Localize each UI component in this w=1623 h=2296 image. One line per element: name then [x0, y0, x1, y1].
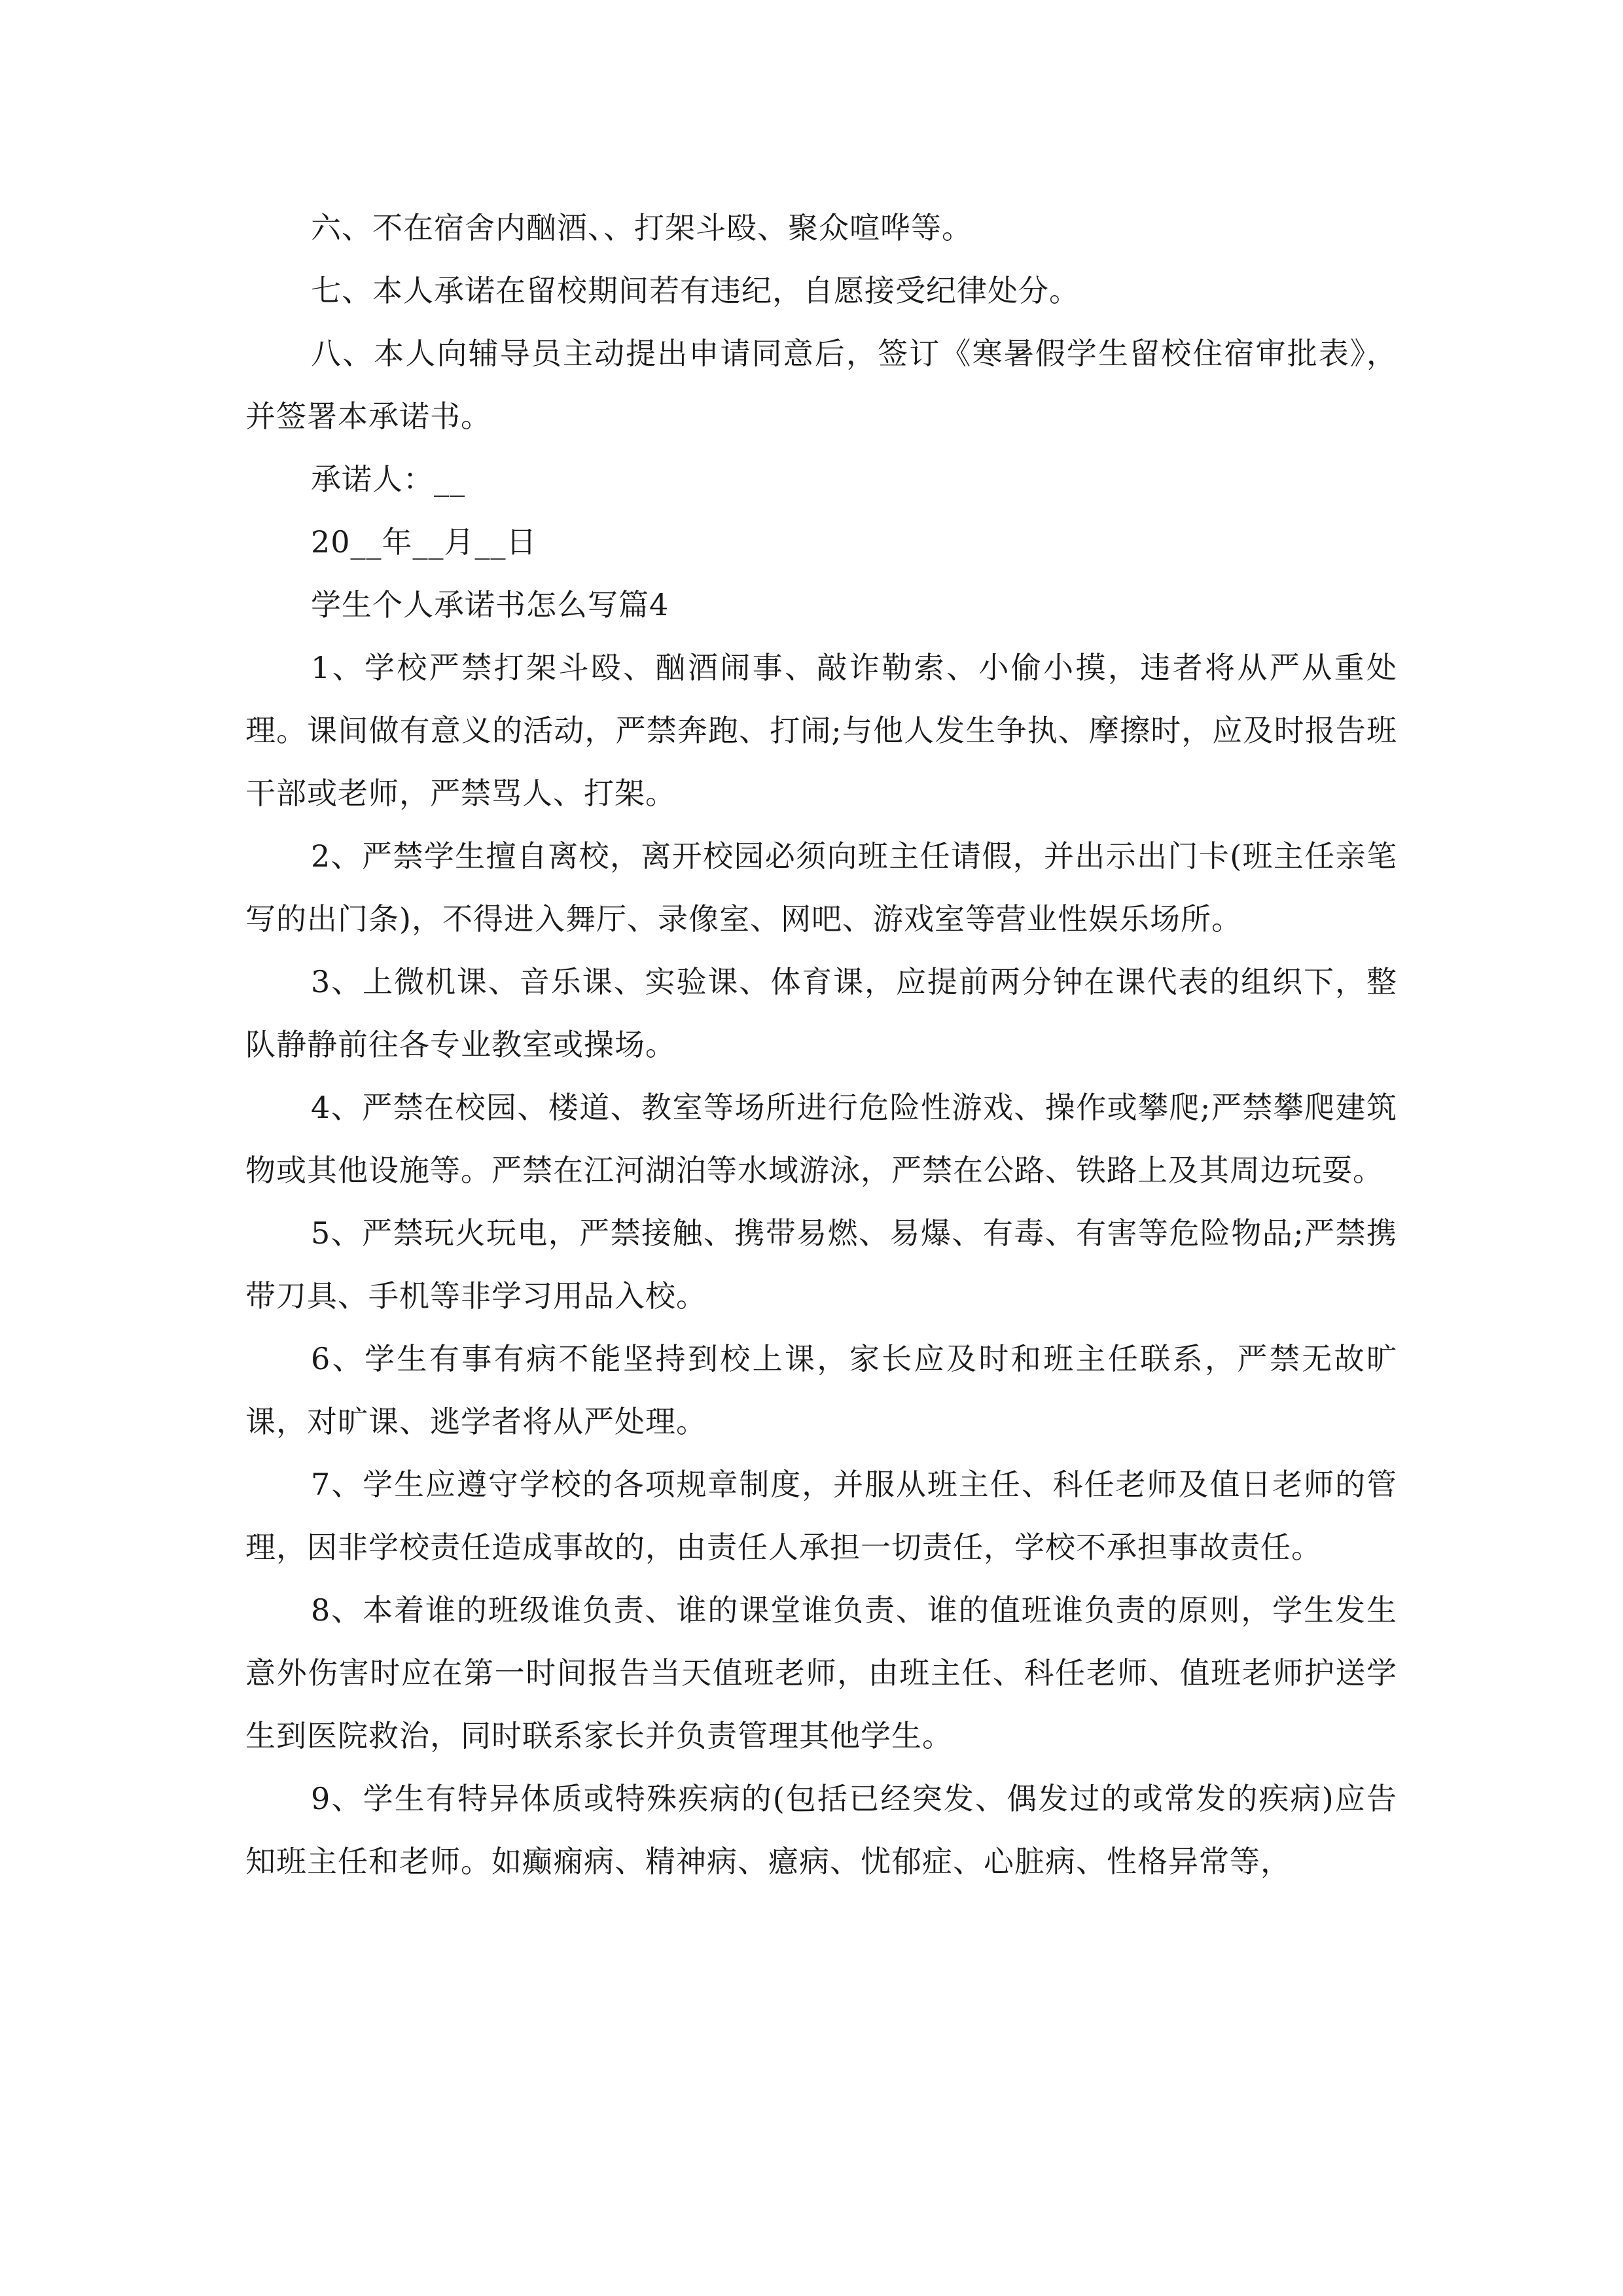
paragraph-item-6: 6、学生有事有病不能坚持到校上课，家长应及时和班主任联系，严禁无故旷课，对旷课、逃学者将从严处理。	[245, 1341, 1397, 1439]
paragraph-item-2: 2、严禁学生擅自离校，离开校园必须向班主任请假，并出示出门卡(班主任亲笔写的出门条)，不得进入舞厅、录像室、网吧、游戏室等营业性娱乐场所。	[245, 838, 1397, 937]
date-line: 20__年__月__日	[311, 524, 537, 560]
paragraph-item-7: 7、学生应遵守学校的各项规章制度，并服从班主任、科任老师及值日老师的管理，因非学校责任造成事故的，由责任人承担一切责任，学校不承担事故责任。	[245, 1467, 1397, 1565]
paragraph-rule-7: 七、本人承诺在留校期间若有违纪，自愿接受纪律处分。	[311, 273, 1080, 308]
section-heading: 学生个人承诺书怎么写篇4	[311, 587, 669, 622]
paragraph-item-8: 8、本着谁的班级谁负责、谁的课堂谁负责、谁的值班谁负责的原则，学生发生意外伤害时应在第一时间报告当天值班老师，由班主任、科任老师、值班老师护送学生到医院救治，同时联系家长并负责管理其他学生。	[245, 1592, 1397, 1753]
paragraph-rule-8: 八、本人向辅导员主动提出申请同意后，签订《寒暑假学生留校住宿审批表》，并签署本承诺书。	[245, 336, 1397, 434]
signatory-line: 承诺人：__	[311, 461, 465, 497]
paragraph-item-1: 1、学校严禁打架斗殴、酗酒闹事、敲诈勒索、小偷小摸，违者将从严从重处理。课间做有意义的活动，严禁奔跑、打闹;与他人发生争执、摩擦时，应及时报告班干部或老师，严禁骂人、打架。	[245, 650, 1397, 811]
paragraph-item-3: 3、上微机课、音乐课、实验课、体育课，应提前两分钟在课代表的组织下，整队静静前往各专业教室或操场。	[245, 964, 1397, 1062]
paragraph-rule-6: 六、不在宿舍内酗酒、、打架斗殴、聚众喧哗等。	[311, 210, 972, 245]
paragraph-item-4: 4、严禁在校园、楼道、教室等场所进行危险性游戏、操作或攀爬;严禁攀爬建筑物或其他设施等。严禁在江河湖泊等水域游泳，严禁在公路、铁路上及其周边玩耍。	[245, 1090, 1397, 1188]
document-body	[245, 196, 1397, 1893]
paragraph-item-9: 9、学生有特异体质或特殊疾病的(包括已经突发、偶发过的或常发的疾病)应告知班主任和老师。如癫痫病、精神病、癔病、忧郁症、心脏病、性格异常等，	[245, 1781, 1397, 1879]
paragraph-item-5: 5、严禁玩火玩电，严禁接触、携带易燃、易爆、有毒、有害等危险物品;严禁携带刀具、手机等非学习用品入校。	[245, 1215, 1397, 1314]
